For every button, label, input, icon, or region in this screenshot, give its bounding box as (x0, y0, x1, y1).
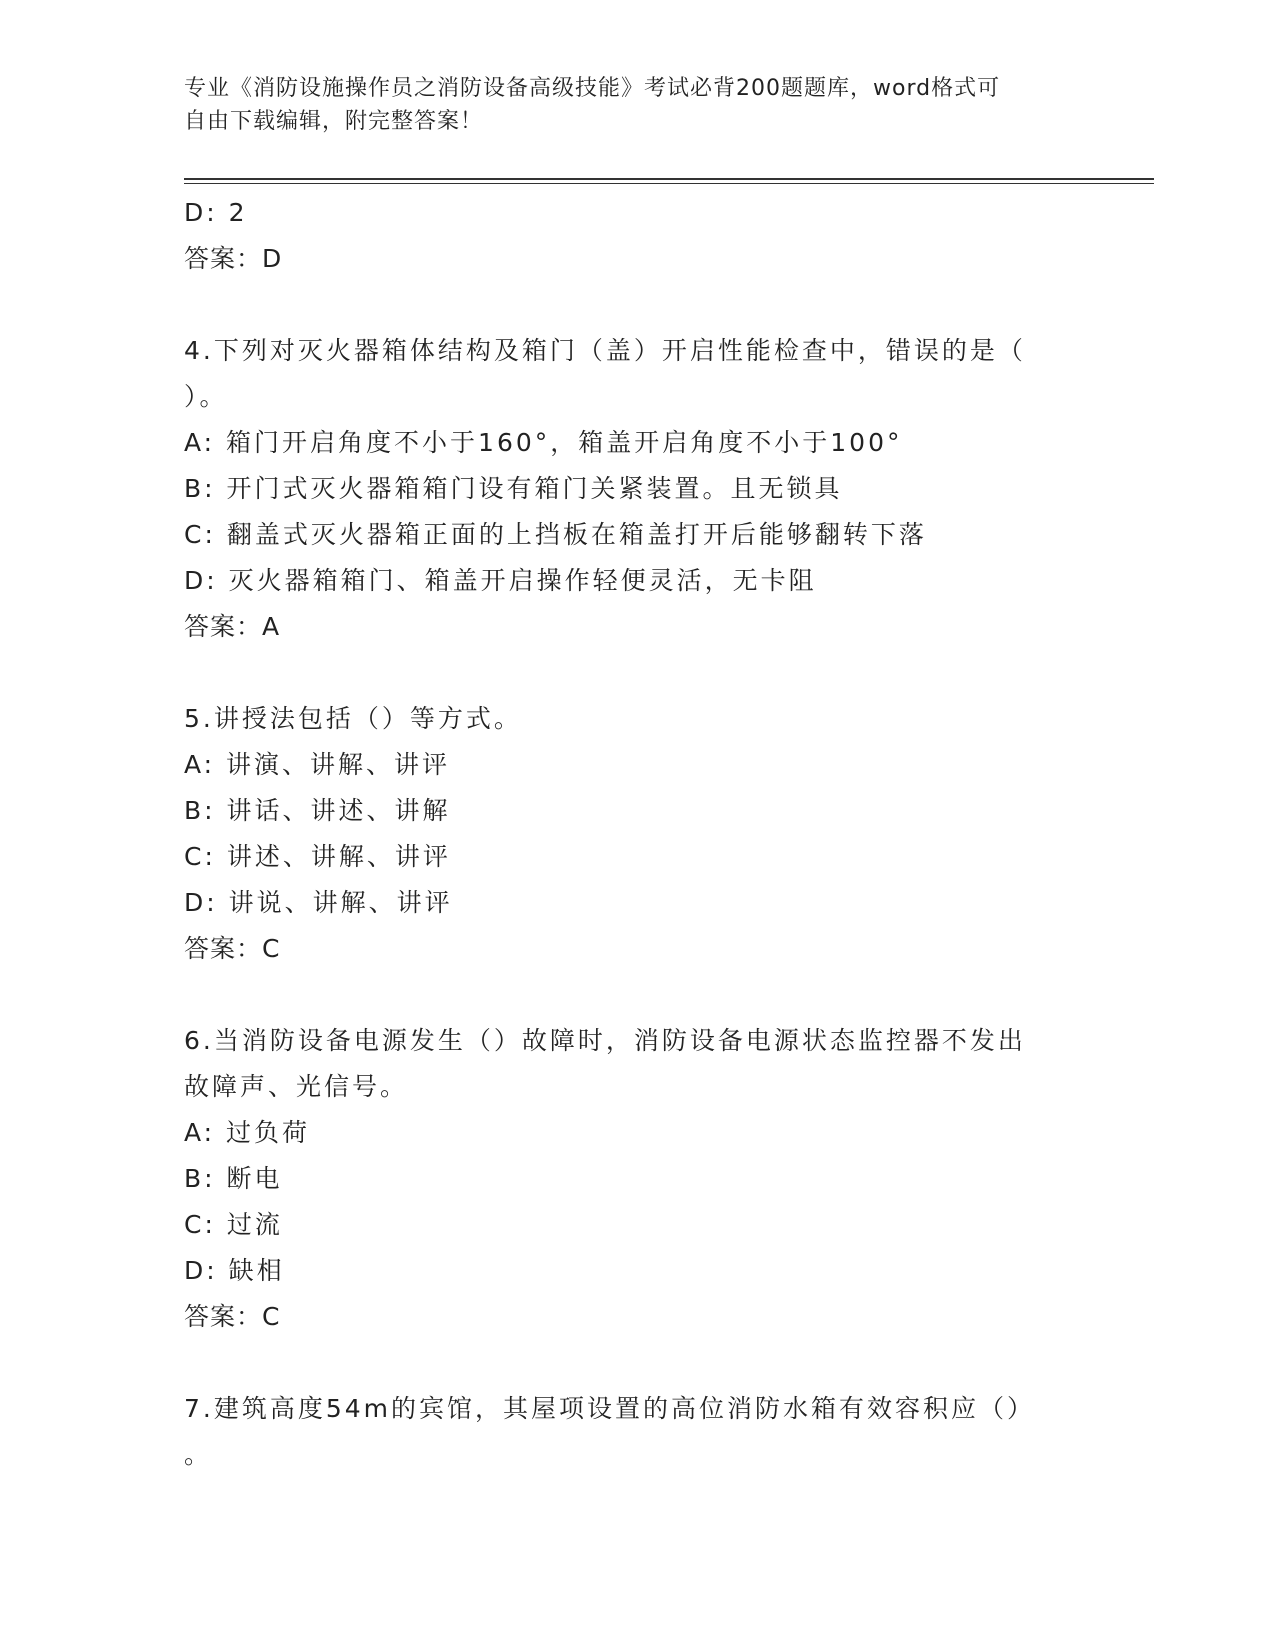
header-line-1: 专业《消防设施操作员之消防设备高级技能》考试必背200题题库，word格式可 (184, 76, 1001, 101)
question-stem: 6.当消防设备电源发生（）故障时，消防设备电源状态监控器不发出 (184, 1026, 1026, 1055)
question-stem-continued: 故障声、光信号。 (184, 1072, 409, 1101)
answer-line: 答案：A (184, 612, 281, 641)
question-stem: 4.下列对灭火器箱体结构及箱门（盖）开启性能检查中，错误的是（ (184, 336, 1026, 365)
question-7 (184, 1386, 1084, 1478)
question-list (184, 190, 1084, 1478)
option-c: C: 翻盖式灭火器箱正面的上挡板在箱盖打开后能够翻转下落 (184, 520, 927, 549)
question-stem-continued: ）。 (184, 382, 228, 411)
question-5 (184, 696, 1084, 972)
option-a: A: 箱门开启角度不小于160°，箱盖开启角度不小于100° (184, 428, 903, 457)
question-4 (184, 328, 1084, 650)
option-d: D: 2 (184, 198, 248, 227)
answer-line: 答案：C (184, 1302, 281, 1331)
option-d: D: 缺相 (184, 1256, 285, 1285)
question-stem-continued: 。 (184, 1440, 213, 1469)
option-b: B: 断电 (184, 1164, 283, 1193)
question-stem: 5.讲授法包括（）等方式。 (184, 704, 522, 733)
option-b: B: 讲话、讲述、讲解 (184, 796, 451, 825)
header-line-2: 自由下载编辑，附完整答案！ (184, 109, 484, 134)
option-a: A: 过负荷 (184, 1118, 311, 1147)
option-c: C: 讲述、讲解、讲评 (184, 842, 451, 871)
option-d: D: 灭火器箱箱门、箱盖开启操作轻便灵活，无卡阻 (184, 566, 817, 595)
question-stem: 7.建筑高度54m的宾馆，其屋项设置的高位消防水箱有效容积应（） (184, 1394, 1036, 1423)
answer-line: 答案：C (184, 934, 281, 963)
option-c: C: 过流 (184, 1210, 283, 1239)
option-b: B: 开门式灭火器箱箱门设有箱门关紧装置。且无锁具 (184, 474, 843, 503)
option-d: D: 讲说、讲解、讲评 (184, 888, 453, 917)
header-divider-thick (184, 178, 1154, 180)
question-6 (184, 1018, 1084, 1340)
document-header (184, 72, 1074, 138)
header-divider-thin (184, 183, 1154, 184)
answer-line: 答案：D (184, 244, 283, 273)
option-a: A: 讲演、讲解、讲评 (184, 750, 451, 779)
